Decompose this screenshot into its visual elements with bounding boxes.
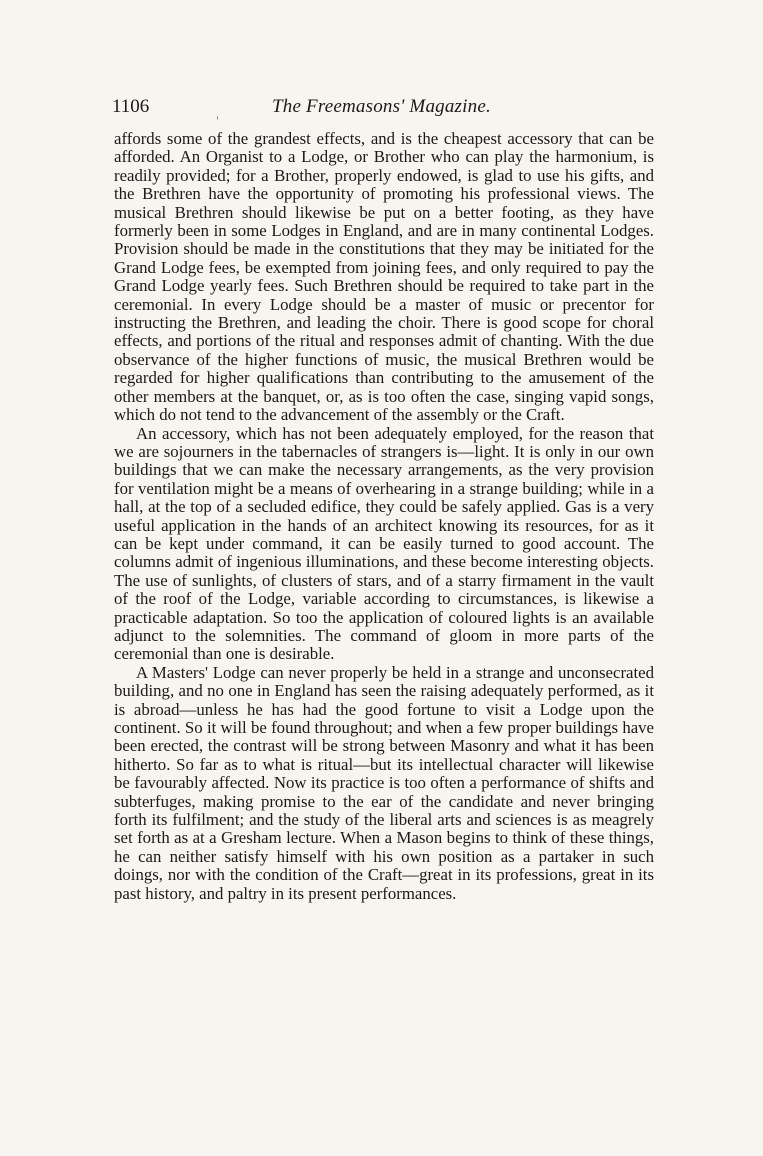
paragraph-continued: affords some of the grandest effects, and is the cheapest accessory that can be afforded. An Organist to a Lodge, or Brother who can play the harmonium, is readily provided; for a Brother, properly endowed, is glad to use his gifts, and the Brethren have the opportunity of promoting his professional views. The musical Brethren should likewise be put on a better footing, as they have formerly been in some Lodges in England, and are in many continental Lodges. Provision should be made in the constitutions that they may be initiated for the Grand Lodge fees, be exempted from joining fees, and only required to pay the Grand Lodge yearly fees. Such Brethren should be required to take part in the ceremonial. In every Lodge should be a master of music or precentor for instructing the Brethren, and leading the choir. There is good scope for choral effects, and portions of the ritual and responses admit of chanting. With the due observance of the higher functions of music, the musical Brethren would be regarded for higher qualifications than contributing to the amusement of the other members at the banquet, or, as is too often the case, singing vapid songs, which do not tend to the advancement of the assembly or the Craft.	[114, 129, 654, 425]
article-body	[114, 130, 654, 903]
paragraph-masters-lodge: A Masters' Lodge can never properly be held in a strange and unconsecrated building, and no one in England has seen the raising adequately performed, as it is abroad—unless he has had the good fortune to visit a Lodge upon the continent. So it will be found throughout; and when a few proper buildings have been erected, the contrast will be strong between Masonry and what it has been hitherto. So far as to what is ritual—but its intellectual character will likewise be favourably affected. Now its practice is too often a performance of shifts and subterfuges, making promise to the ear of the candidate and never bringing forth its fulfilment; and the study of the liberal arts and sciences is as meagrely set forth as at a Gresham lecture. When a Mason begins to think of these things, he can neither satisfy himself with his own position as a partaker in such doings, nor with the condition of the Craft—great in its professions, great in its past history, and paltry in its present performances.	[114, 662, 654, 903]
running-title: The Freemasons' Magazine.	[272, 96, 491, 117]
paragraph-light: An accessory, which has not been adequately employed, for the reason that we are sojourners in the tabernacles of strangers is—light. It is only in our own buildings that we can make the necessary arrangements, as the very provision for ventilation might be a means of overhearing in a strange building; while in a hall, at the top of a secluded edifice, they could be safely applied. Gas is a very useful application in the hands of an architect knowing its resources, for as it can be kept under command, it can be easily turned to good account. The columns admit of ingenious illuminations, and these become interesting objects. The use of sunlights, of clusters of stars, and of a starry firmament in the vault of the roof of the Lodge, variable according to circumstances, is likewise a practicable adaptation. So too the application of coloured lights is an available adjunct to the solemnities. The command of gloom in more parts of the ceremonial than one is desirable.	[114, 423, 654, 664]
tick-mark: '	[216, 116, 219, 127]
page-header	[112, 96, 652, 127]
page-number: 1106	[112, 96, 150, 117]
